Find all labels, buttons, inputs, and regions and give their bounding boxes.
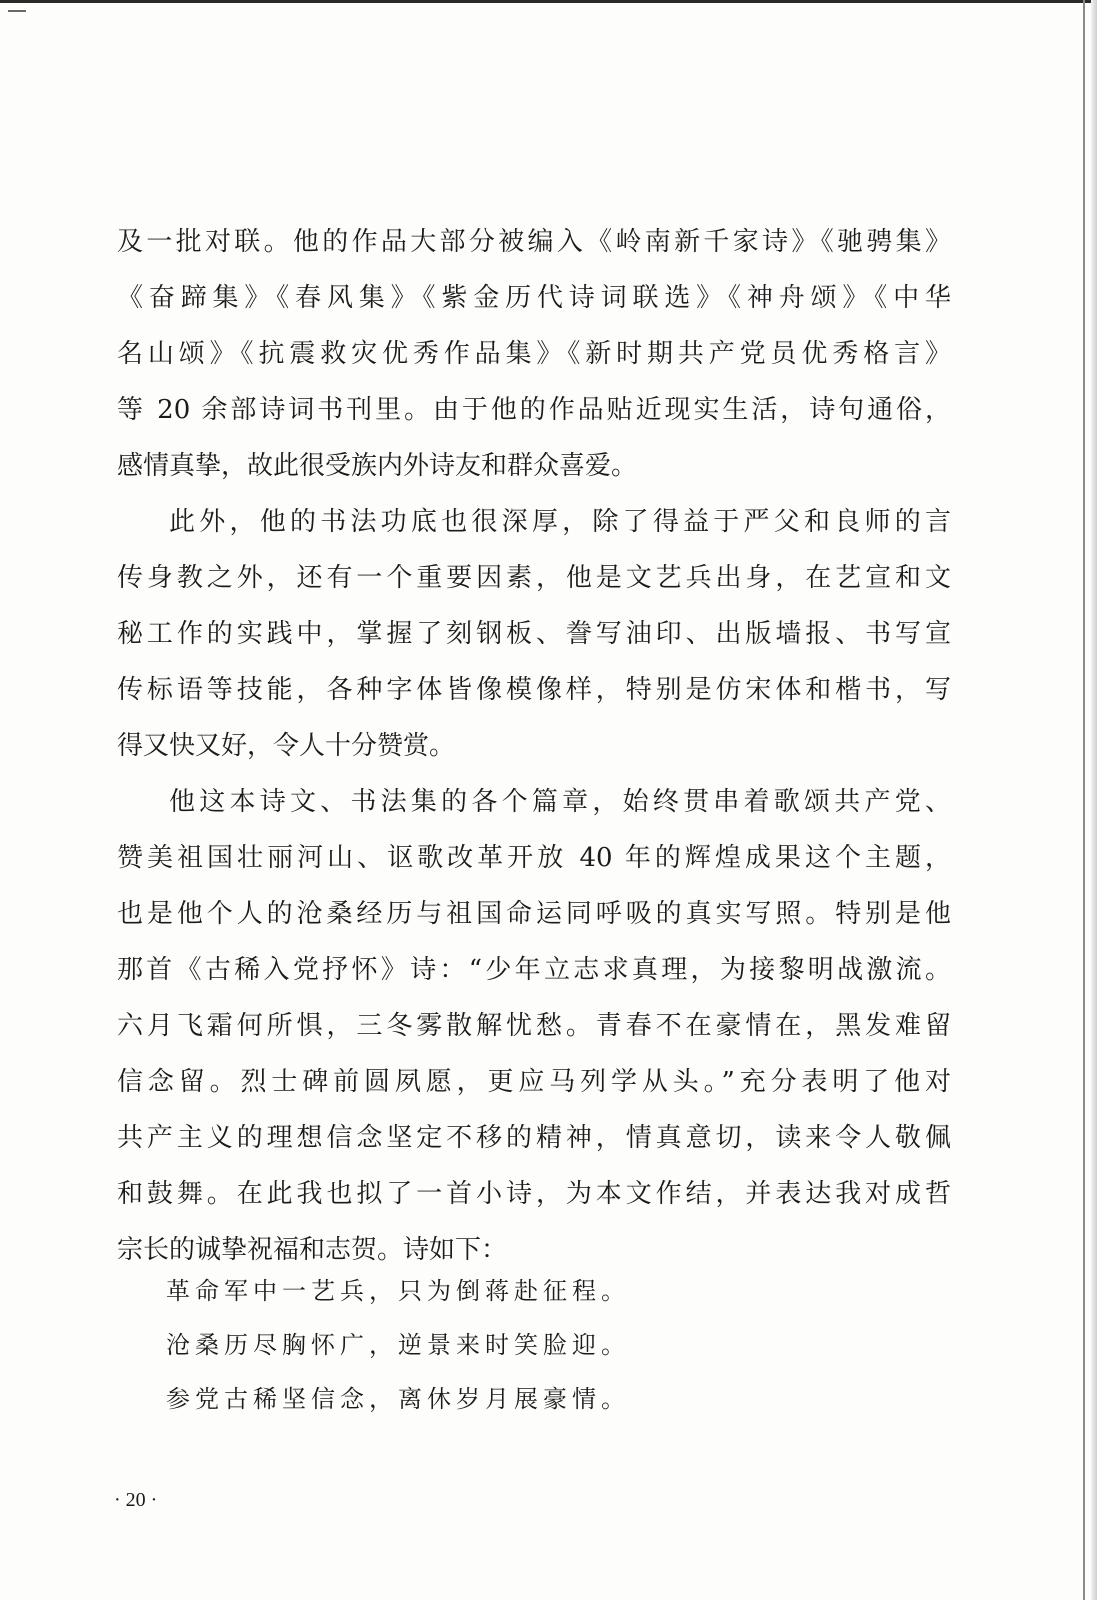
- text-line: 秘工作的实践中，掌握了刻钢板、誊写油印、出版墙报、书写宣: [117, 619, 951, 649]
- text-line: 赞美祖国壮丽河山、讴歌改革开放 40 年的辉煌成果这个主题，: [117, 843, 951, 873]
- page-right-edge: [1083, 0, 1085, 1600]
- text-line: 感情真挚，故此很受族内外诗友和群众喜爱。: [117, 451, 638, 481]
- page-top-edge: [0, 0, 1097, 3]
- body-text: [117, 214, 951, 1278]
- text-line: 及一批对联。他的作品大部分被编入《岭南新千家诗》《驰骋集》: [117, 227, 951, 257]
- text-line: 也是他个人的沧桑经历与祖国命运同呼吸的真实写照。特别是他: [117, 899, 951, 929]
- text-line: 等 20 余部诗词书刊里。由于他的作品贴近现实生活，诗句通俗，: [117, 395, 951, 425]
- scan-corner-mark: [8, 10, 26, 12]
- text-line: 传标语等技能，各种字体皆像模像样，特别是仿宋体和楷书，写: [117, 675, 951, 705]
- text-line: 和鼓舞。在此我也拟了一首小诗，为本文作结，并表达我对成哲: [117, 1179, 951, 1209]
- text-line: 宗长的诚挚祝福和志贺。诗如下：: [117, 1235, 508, 1265]
- text-line: 名山颂》《抗震救灾优秀作品集》《新时期共产党员优秀格言》: [117, 339, 951, 369]
- text-line: 信念留。烈士碑前圆夙愿，更应马列学从头。”充分表明了他对: [117, 1067, 951, 1097]
- text-line: 六月飞霜何所惧，三冬雾散解忧愁。青春不在豪情在，黑发难留: [117, 1011, 951, 1041]
- page-right-shadow: [1091, 0, 1097, 1600]
- poem: [166, 1264, 866, 1426]
- paragraph-start-line: 此外，他的书法功底也很深厚，除了得益于严父和良师的言: [169, 507, 951, 537]
- poem-line: 沧桑历尽胸怀广，逆景来时笑脸迎。: [166, 1331, 630, 1359]
- poem-line: 革命军中一艺兵，只为倒蒋赴征程。: [166, 1277, 630, 1305]
- poem-line: 参党古稀坚信念，离休岁月展豪情。: [166, 1385, 630, 1413]
- page-number: · 20 ·: [114, 1489, 158, 1511]
- text-line: 传身教之外，还有一个重要因素，他是文艺兵出身，在艺宣和文: [117, 563, 951, 593]
- paragraph-start-line: 他这本诗文、书法集的各个篇章，始终贯串着歌颂共产党、: [169, 787, 951, 817]
- text-line: 《奋蹄集》《春风集》《紫金历代诗词联选》《神舟颂》《中华: [117, 283, 951, 313]
- text-line: 得又快又好，令人十分赞赏。: [117, 731, 456, 761]
- text-line: 共产主义的理想信念坚定不移的精神，情真意切，读来令人敬佩: [117, 1123, 951, 1153]
- text-line: 那首《古稀入党抒怀》诗：“少年立志求真理，为接黎明战激流。: [117, 955, 951, 985]
